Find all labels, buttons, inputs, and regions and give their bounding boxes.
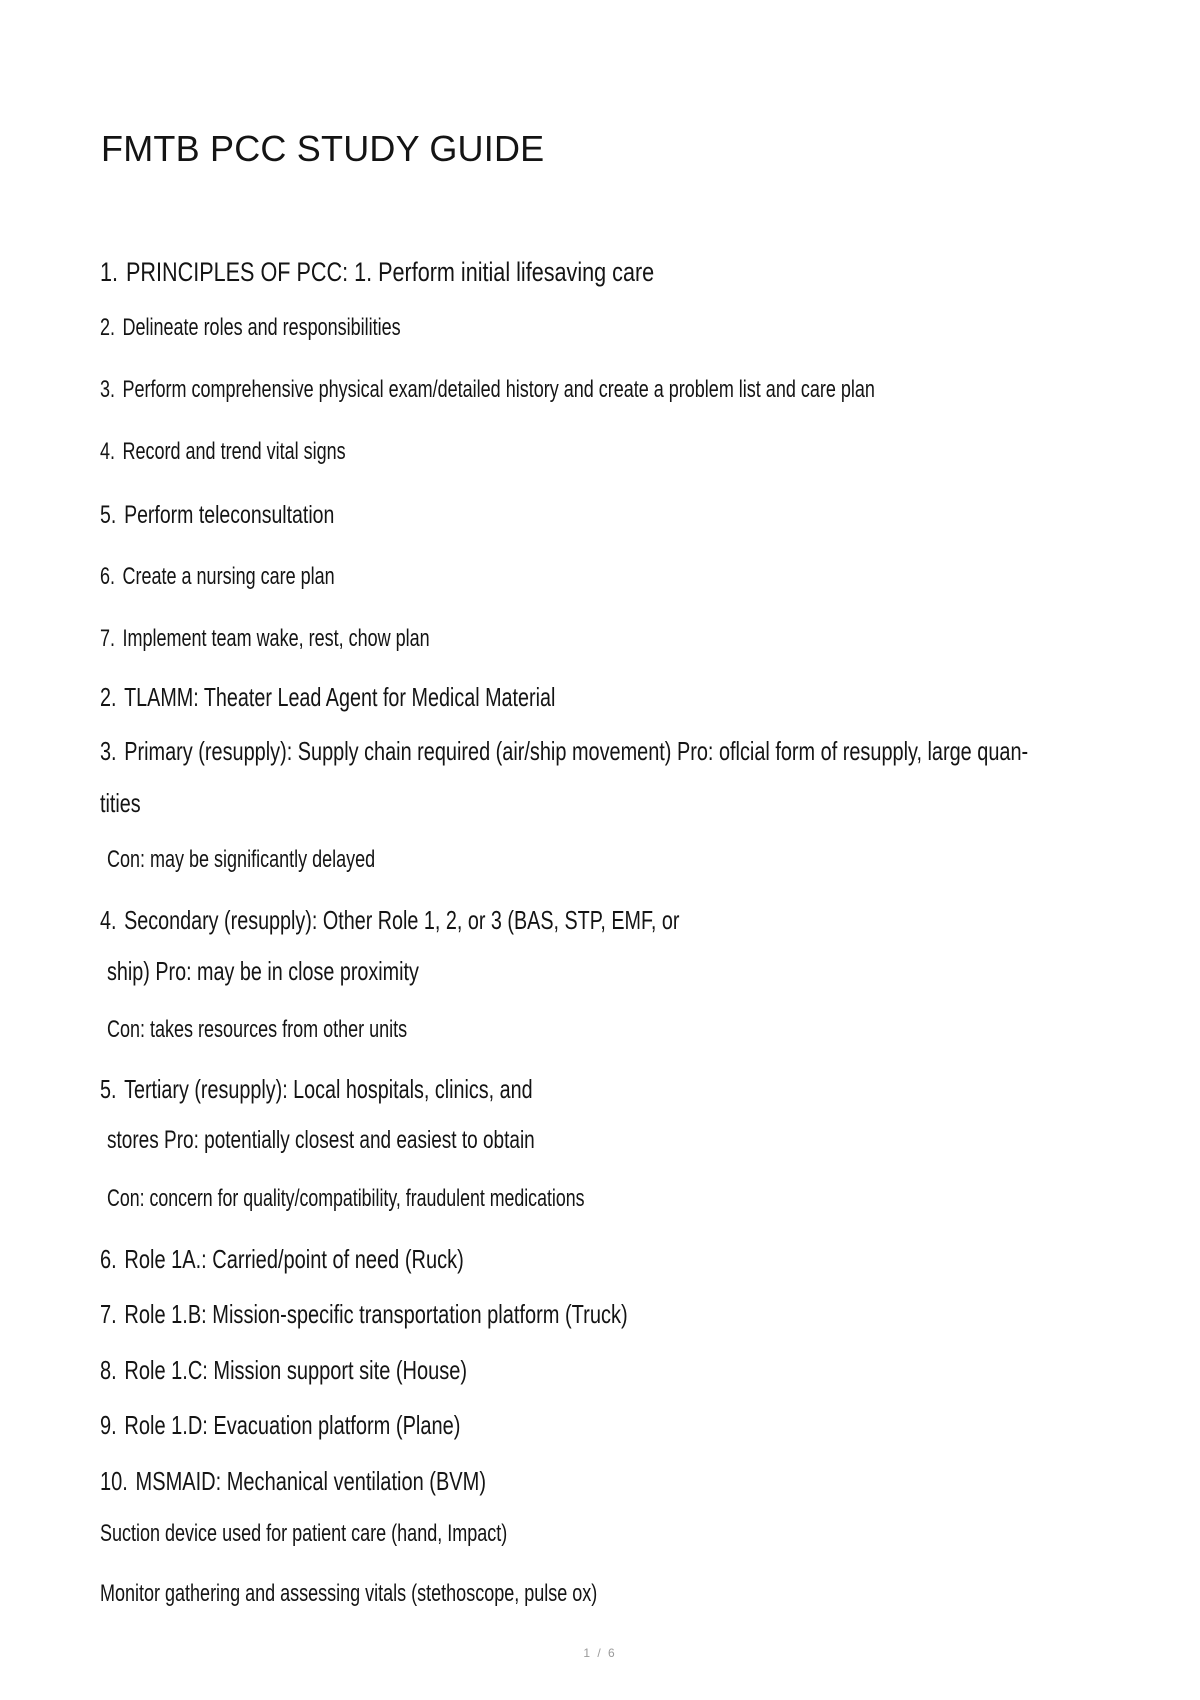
list-item — [100, 1352, 467, 1388]
list-item — [100, 902, 679, 938]
list-item — [100, 679, 555, 715]
list-item — [100, 434, 346, 470]
item-text: MSMAID: Mechanical ventilation (BVM) — [135, 1466, 486, 1496]
list-item — [100, 1241, 464, 1277]
item-text: Role 1.B: Mission-specific transportation platform (Truck) — [124, 1299, 628, 1329]
item-text: Secondary (resupply): Other Role 1, 2, or 3 (BAS, STP, EMF, or — [124, 905, 680, 935]
page-indicator: 1 / 6 — [583, 1646, 617, 1660]
list-item — [100, 1407, 460, 1443]
list-item — [100, 1296, 628, 1332]
item-number: 9. — [100, 1410, 117, 1440]
list-item-continuation — [107, 1122, 535, 1158]
list-item-continuation — [107, 1181, 584, 1217]
list-item-continuation — [107, 953, 419, 989]
list-item — [100, 559, 335, 595]
item-text: tities — [100, 788, 141, 818]
item-number: 4. — [100, 905, 117, 935]
item-text: Record and trend vital signs — [122, 438, 346, 465]
list-item-continuation — [107, 842, 375, 878]
item-text: PRINCIPLES OF PCC: 1. Perform initial lifesaving care — [126, 257, 655, 287]
list-item — [100, 1463, 486, 1499]
list-item — [100, 254, 654, 290]
item-text: Implement team wake, rest, chow plan — [122, 625, 430, 652]
item-number: 1. — [100, 257, 119, 287]
item-text: Perform comprehensive physical exam/detailed history and create a problem list and care plan — [122, 376, 875, 403]
list-item — [100, 372, 875, 408]
item-number: 7. — [100, 1299, 117, 1329]
list-item — [100, 733, 1028, 769]
item-text: Suction device used for patient care (hand, Impact) — [100, 1520, 508, 1547]
item-number: 3. — [100, 736, 117, 766]
item-text: Role 1.C: Mission support site (House) — [124, 1355, 468, 1385]
list-item-continuation — [107, 1012, 407, 1048]
item-number: 4. — [100, 438, 116, 465]
list-item — [100, 621, 430, 657]
item-text: Role 1.D: Evacuation platform (Plane) — [124, 1410, 461, 1440]
item-text: Role 1A.: Carried/point of need (Ruck) — [124, 1244, 464, 1274]
list-item-continuation — [100, 1576, 597, 1612]
item-text: Tertiary (resupply): Local hospitals, clinics, and — [124, 1074, 533, 1104]
item-text: Con: takes resources from other units — [107, 1016, 408, 1043]
list-item-continuation — [100, 1516, 507, 1552]
item-text: Delineate roles and responsibilities — [122, 314, 401, 341]
list-item — [100, 1071, 533, 1107]
item-number: 10. — [100, 1466, 128, 1496]
item-number: 6. — [100, 1244, 117, 1274]
item-number: 2. — [100, 682, 117, 712]
item-number: 5. — [100, 501, 117, 529]
document-title: FMTB PCC STUDY GUIDE — [101, 128, 545, 169]
list-item — [100, 310, 401, 346]
item-number: 6. — [100, 563, 116, 590]
item-text: ship) Pro: may be in close proximity — [107, 956, 419, 986]
item-text: Create a nursing care plan — [122, 563, 335, 590]
item-number: 8. — [100, 1355, 117, 1385]
list-item-continuation — [100, 785, 141, 821]
list-item — [100, 497, 334, 533]
item-text: stores Pro: potentially closest and easiest to obtain — [107, 1126, 535, 1154]
item-text: TLAMM: Theater Lead Agent for Medical Material — [124, 682, 556, 712]
item-number: 7. — [100, 625, 116, 652]
item-text: Primary (resupply): Supply chain required (air/ship movement) Pro: oflcial form of resupply, large quan- — [124, 736, 1029, 766]
item-text: Con: concern for quality/compatibility, fraudulent medications — [107, 1185, 585, 1212]
item-number: 3. — [100, 376, 116, 403]
item-text: Perform teleconsultation — [124, 501, 335, 529]
item-number: 5. — [100, 1074, 117, 1104]
item-text: Con: may be significantly delayed — [107, 846, 376, 873]
item-text: Monitor gathering and assessing vitals (stethoscope, pulse ox) — [100, 1580, 598, 1607]
item-number: 2. — [100, 314, 116, 341]
